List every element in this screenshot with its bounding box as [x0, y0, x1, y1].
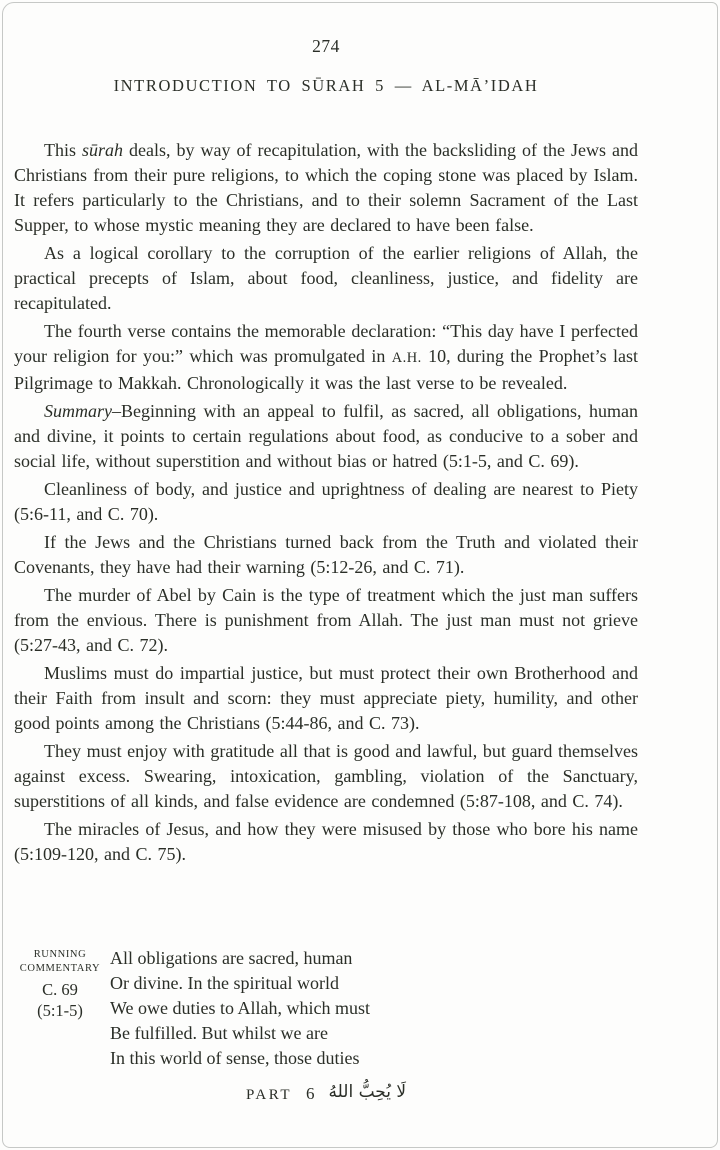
- commentary-label-line: COMMENTARY: [19, 963, 101, 974]
- verse-line: Be fulfilled. But whilst we are: [110, 1023, 328, 1043]
- paragraph: Summary–Beginning with an appeal to fulfil, as sacred, all obligations, human and divine, it points to certain regulations about food, as conducive to a sober and social life, without superstition and without bias or hatred (5:1-5, and C. 69).: [14, 401, 638, 471]
- commentary-verses-ref: (5:1-5): [37, 1001, 83, 1020]
- commentary-label: [14, 946, 106, 1021]
- paragraph: The fourth verse contains the memorable declaration: “This day have I perfected your religion for you:” which was promulgated in A.H. 10, during the Prophet’s last Pilgrimage to Makkah. Chronologically it was the last verse to be revealed.: [14, 321, 639, 393]
- commentary-ref: C. 69: [42, 980, 78, 999]
- page-footer: [14, 1084, 638, 1104]
- commentary-label-lines: [14, 948, 106, 976]
- commentary-label-line: RUNNING: [33, 949, 87, 960]
- page-number: 274: [312, 36, 340, 56]
- footer-part-label: PART: [245, 1087, 293, 1103]
- body-paragraphs: [14, 138, 638, 870]
- commentary-verse-lines: [110, 946, 370, 1071]
- paragraph: Cleanliness of body, and justice and uprightness of dealing are nearest to Piety (5:6-11, and C. 70).: [14, 479, 638, 524]
- verse-line: We owe duties to Allah, which must: [110, 998, 371, 1018]
- paragraph: If the Jews and the Christians turned back from the Truth and violated their Covenants, they have had their warning (5:12-26, and C. 71).: [14, 532, 638, 577]
- paragraph: The murder of Abel by Cain is the type of treatment which the just man suffers from the envious. There is punishment from Allah. The just man must not grieve (5:27-43, and C. 72).: [14, 585, 638, 655]
- paragraph: They must enjoy with gratitude all that is good and lawful, but guard themselves against excess. Swearing, intoxication, gambling, violation of the Sanctuary, superstitions of all kinds, and false evidence are condemned (5:87-108, and C. 74).: [14, 741, 638, 811]
- footer-part-number: 6: [306, 1084, 315, 1103]
- paragraph: The miracles of Jesus, and how they were misused by those who bore his name (5:109-120, and C. 75).: [14, 819, 638, 864]
- verse-line: In this world of sense, those duties: [110, 1048, 360, 1068]
- paragraph: As a logical corollary to the corruption of the earlier religions of Allah, the practical precepts of Islam, about food, cleanliness, justice, and fidelity are recapitulated.: [14, 243, 638, 313]
- verse-line: All obligations are sacred, human: [110, 948, 353, 968]
- running-commentary-block: [14, 946, 638, 1071]
- verse-line: Or divine. In the spiritual world: [110, 973, 339, 993]
- footer-arabic-juz-name: لَا يُحِبُّ اللهُ: [328, 1082, 407, 1102]
- paragraph: This sūrah deals, by way of recapitulation, with the backsliding of the Jews and Christians from their pure religions, to which the coping stone was placed by Islam. It refers particularly to the Christians, and to their solemn Sacrament of the Last Supper, to whose mystic meaning they are declared to have been false.: [14, 140, 638, 235]
- paragraph: Muslims must do impartial justice, but must protect their own Brotherhood and their Faith from insult and scorn: they must appreciate piety, humility, and other good points among the Christians (5:44-86, and C. 73).: [14, 663, 638, 733]
- page-title: INTRODUCTION TO SŪRAH 5 — AL-MĀ’IDAH: [113, 76, 539, 95]
